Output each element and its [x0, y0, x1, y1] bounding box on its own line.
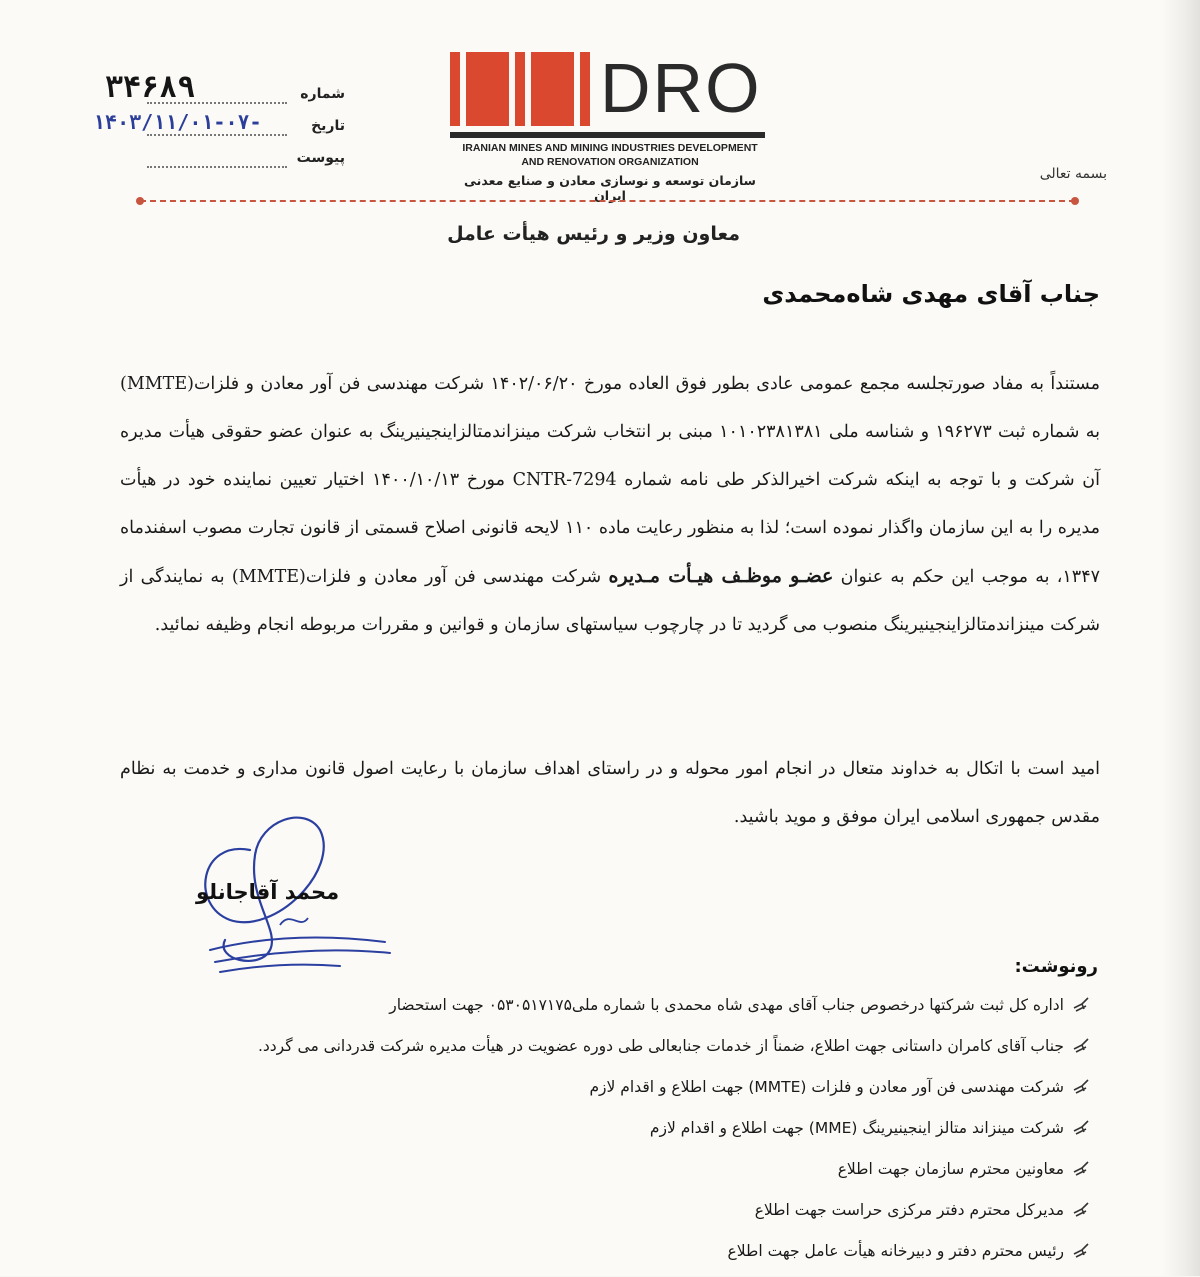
cc-item-text: جناب آقای کامران داستانی جهت اطلاع، ضمناً از خدمات جنابعالی طی دوره عضویت در هیأت مدیره شرکت قدردانی می گردد. [257, 1037, 1064, 1055]
cc-item-text: رئیس محترم دفتر و دبیرخانه هیأت عامل جهت اطلاع [727, 1242, 1064, 1260]
logo-english-line1: IRANIAN MINES AND MINING INDUSTRIES DEVELOPMENT [462, 142, 758, 154]
cc-item [112, 1236, 1092, 1277]
letter-number: ۳۴۶۸۹ [105, 70, 196, 105]
letter-closing: امید است با اتکال به خداوند متعال در انجام امور محوله و در راستای اهداف سازمان با رعایت اصول قانون مداری و خدمت به نظام مقدس جمهوری اسلامی ایران موفق و موید باشید. [120, 759, 1100, 827]
attachment-label: پیوست [296, 150, 345, 166]
cc-item [112, 1154, 1092, 1195]
logo-wordmark: DRO [600, 49, 762, 127]
attachment-dots [147, 166, 287, 168]
cc-item-text: اداره کل ثبت شرکتها درخصوص جناب آقای مهدی شاه محمدی با شماره ملی۰۵۳۰۵۱۷۱۷۵ جهت استحضار [389, 996, 1064, 1014]
signer-name: محمد آقاجانلو [196, 880, 340, 904]
date-label: تاریخ [311, 118, 345, 134]
body-part-1: مستنداً به مفاد صورتجلسه مجمع عمومی عادی بطور فوق العاده مورخ ۱۴۰۲/۰۶/۲۰ شرکت مهندسی فن آور معادن و فلزات(MMTE) به شماره ثبت ۱۹۶۲۷۳ و شناسه ملی ۱۰۱۰۲۳۸۱۳۸۱ مبنی بر انتخاب شرکت مینزاندمتالزاینجینیرینگ به عنوان عضو حقوقی هیأت مدیره آن شرکت و با توجه به اینکه شرکت اخیرالذکر طی نامه شماره CNTR-7294 مورخ ۱۴۰۰/۱۰/۱۳ اختیار تعیین نماینده خود در هیأت مدیره را به این سازمان واگذار نموده است؛ لذا به منظور رعایت ماده ۱۱۰ لایحه قانونی اصلاح قسمتی از قانون تجارت مصوب اسفندماه ۱۳۴۷، به موجب این حکم به عنوان [120, 374, 1101, 587]
pen-hand-icon [1072, 1199, 1092, 1219]
number-row [85, 70, 345, 110]
attachment-row [85, 140, 345, 174]
imidro-logo [450, 49, 770, 203]
pen-hand-icon [1072, 1076, 1092, 1096]
cc-item [112, 1072, 1092, 1113]
pen-hand-icon [1072, 1117, 1092, 1137]
cc-item-text: مدیرکل محترم دفتر مرکزی حراست جهت اطلاع [754, 1201, 1064, 1219]
basmala: بسمه تعالی [1039, 166, 1107, 182]
cc-item-text: معاونین محترم سازمان جهت اطلاع [837, 1160, 1064, 1178]
logo-persian-name: سازمان توسعه و نوسازی معادن و صنایع معدنی ایران [464, 173, 756, 203]
body-emphasis: عضـو موظـف هیـأت مـدیره [608, 565, 834, 587]
logo-english-name [450, 141, 770, 169]
recipient: جناب آقای مهدی شاه‌محمدی [762, 280, 1100, 308]
letter-date: ۱۴۰۳/۱۱/۰۱-۰۷- [93, 110, 262, 134]
sender-title: معاون وزیر و رئیس هیأت عامل [447, 223, 740, 245]
cc-item [112, 990, 1092, 1031]
cc-item-text: شرکت مهندسی فن آور معادن و فلزات (MMTE) جهت اطلاع و اقدام لازم [589, 1078, 1064, 1096]
logo-english-line2: AND RENOVATION ORGANIZATION [521, 156, 699, 168]
pen-hand-icon [1072, 1035, 1092, 1055]
pen-hand-icon [1072, 1158, 1092, 1178]
cc-title: رونوشت: [1014, 956, 1098, 977]
logo-bar [450, 132, 765, 138]
cc-item [112, 1195, 1092, 1236]
logo-mark [450, 52, 590, 126]
letter-body [120, 360, 1100, 649]
cc-list [112, 990, 1092, 1277]
page-edge-shadow [1162, 0, 1200, 1276]
cc-item [112, 1031, 1092, 1072]
date-row [85, 108, 345, 142]
pen-hand-icon [1072, 994, 1092, 1014]
cc-item [112, 1113, 1092, 1154]
header-divider [140, 200, 1075, 202]
body-part-2: شرکت مهندسی فن آور معادن و فلزات(MMTE) به نمایندگی از شرکت مینزاندمتالزاینجینیرینگ منصوب می گردید تا در چارچوب سیاستهای سازمان و قوانین و مقررات مربوطه انجام وظیفه نمائید. [120, 567, 1100, 635]
number-label: شماره [300, 86, 345, 102]
cc-item-text: شرکت مینزاند متالز اینجینیرینگ (MME) جهت اطلاع و اقدام لازم [649, 1119, 1064, 1137]
date-dots [147, 134, 287, 136]
pen-hand-icon [1072, 1240, 1092, 1260]
